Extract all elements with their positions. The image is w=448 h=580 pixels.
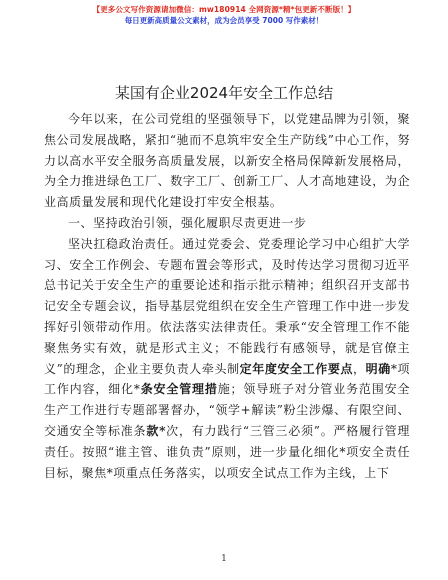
text-run: ， (353, 361, 366, 376)
text-run: 施；领导班子对分管业务范围安全生产工作进行专题部署督办，“领学+解读”粉尘涉爆、有限空间、交通安全等标准条 (44, 382, 410, 438)
section-paragraph (44, 234, 410, 484)
document-body (44, 109, 410, 483)
bold-run: 条安全管理措 (140, 382, 218, 397)
text-run: *项工作内容，细化* (44, 361, 411, 397)
bold-run: 定年度安全工作要点 (239, 361, 354, 376)
bold-run: 明确 (365, 361, 391, 376)
text-run: 次，有力践行“三管三必须”。严格履行管理责任。按照“谁主管、谁负责”原则，进一步量化细化*项安全责任目标，聚焦*项重点任务落实，以项安全试点工作为主线，上下 (44, 423, 410, 480)
promo-line-red: 【更多公文写作资源请加微信：mw180914 全网资源*精*包更新不断版！】 (92, 5, 356, 14)
document-title: 某国有企业2024年安全工作总结 (114, 84, 334, 102)
promo-line-blue: 每日更新高质量公文素材，成为会员享受 7000 写作素材！ (124, 16, 324, 25)
section-heading: 一、坚持政治引领，强化履职尽责更进一步 (68, 215, 307, 230)
intro-paragraph: 今年以来，在公司党组的坚强领导下，以党建品牌为引领，聚焦公司发展战略，紧扣“驰而不息筑牢安全生产防线”中心工作，努力以高水平安全服务高质量发展，以新安全格局保障新发展格局，为全力推进绿色工厂、数字工厂、创新工厂、人才高地建设，为企业高质量发展和现代化建设打牢安全根基。 (44, 112, 410, 210)
page-number: 1 (221, 554, 227, 564)
text-run: 坚决扛稳政治责任。通过党委会、党委理论学习中心组扩大学习、安全工作例会、专题布置会等形式，及时传达学习贯彻习近平总书记关于安全生产的重要论述和指示批示精神；组织召开支部书记安全专题会议，指导基层党组织在安全生产管理工作中进一步发挥好引领带动作用。依法落实法律责任。秉承“安全管理工作不能聚焦务实有效，就是形式主义；不能践行有感领导，就是官僚主义”的理念，企业主要负责人牵头制 (44, 236, 410, 376)
promo-banner (0, 4, 448, 26)
bold-run: 款* (146, 423, 166, 438)
